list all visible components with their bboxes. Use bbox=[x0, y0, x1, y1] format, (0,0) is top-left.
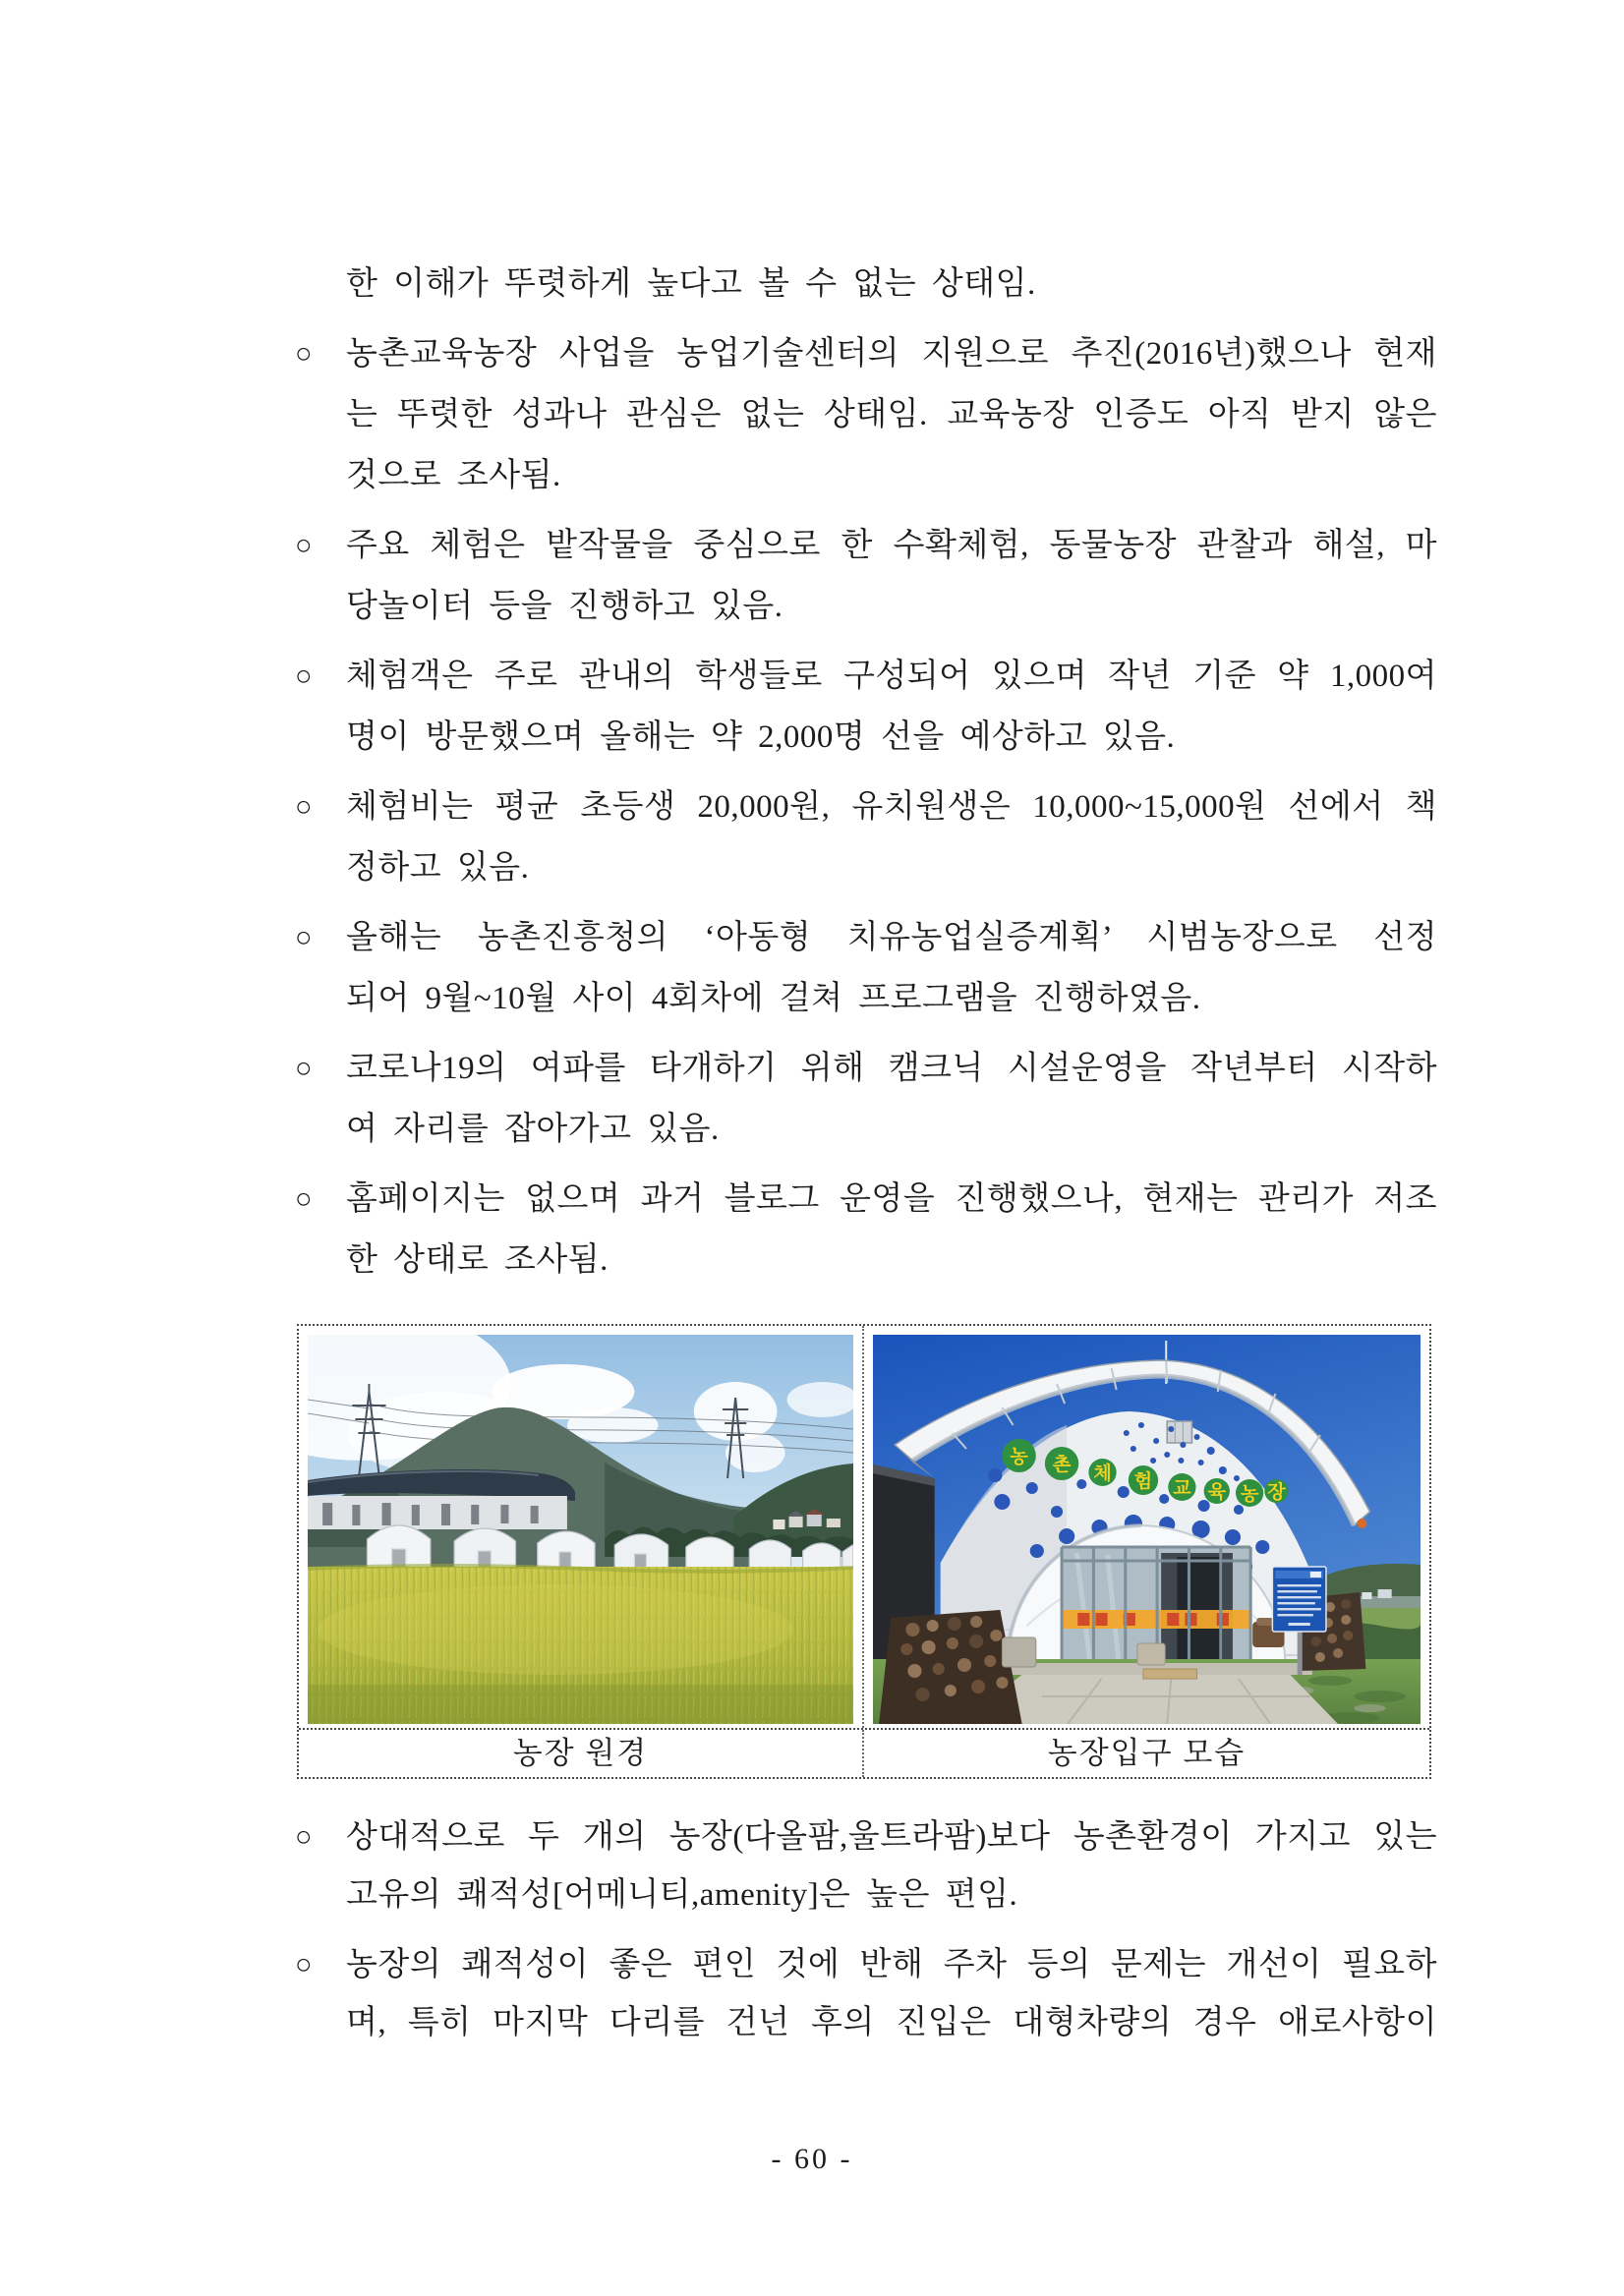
circle-bullet-marker: ○ bbox=[295, 1949, 313, 1980]
bullet-line: 코로나19의 여파를 타개하기 위해 캠크닉 시설운영을 작년부터 시작하 bbox=[346, 1051, 1437, 1086]
farm-entrance-photo bbox=[873, 1335, 1421, 1724]
photo-cell-right bbox=[864, 1326, 1429, 1728]
bullet-line: 며, 특히 마지막 다리를 건넌 후의 진입은 대형차량의 경우 애로사항이 bbox=[346, 2005, 1437, 2040]
bullet-line: 여 자리를 잡아가고 있음. bbox=[346, 1112, 720, 1147]
bullet-line: 홈페이지는 없으며 과거 블로그 운영을 진행했으나, 현재는 관리가 저조 bbox=[346, 1181, 1437, 1217]
bullet-line: 농촌교육농장 사업을 농업기술센터의 지원으로 추진(2016년)했으나 현재 bbox=[346, 336, 1437, 372]
bullet-line: 는 뚜렷한 성과나 관심은 없는 상태임. 교육농장 인증도 아직 받지 않은 bbox=[346, 397, 1437, 432]
bullet-line: 한 상태로 조사됨. bbox=[346, 1242, 609, 1278]
svg-text:장: 장 bbox=[1267, 1482, 1286, 1503]
svg-text:농: 농 bbox=[1240, 1484, 1259, 1505]
photo-cell-left bbox=[299, 1326, 864, 1728]
document-body bbox=[295, 254, 1437, 2052]
svg-text:체: 체 bbox=[1093, 1464, 1112, 1484]
photo-caption-right: 농장입구 모습 bbox=[1047, 1736, 1247, 1770]
bullet-line: 농장의 쾌적성이 좋은 편인 것에 반해 주차 등의 문제는 개선이 필요하 bbox=[346, 1947, 1437, 1982]
circle-bullet-marker: ○ bbox=[295, 660, 313, 692]
photo-table bbox=[297, 1324, 1431, 1779]
roof-tip-marker bbox=[1357, 1519, 1366, 1528]
circle-bullet-marker: ○ bbox=[295, 1183, 313, 1215]
bullet-item bbox=[295, 907, 1437, 1029]
paragraph-continuation bbox=[295, 254, 1437, 315]
bullet-line: 당놀이터 등을 진행하고 있음. bbox=[346, 589, 783, 624]
photo-caption-row bbox=[299, 1728, 1429, 1777]
bullet-item bbox=[295, 1808, 1437, 1924]
roof-vent bbox=[1167, 1421, 1191, 1443]
svg-text:교: 교 bbox=[1173, 1478, 1191, 1499]
bullet-line: 명이 방문했으며 올해는 약 2,000명 선을 예상하고 있음. bbox=[346, 719, 1176, 755]
bullet-line: 것으로 조사됨. bbox=[346, 458, 561, 493]
circle-bullet-marker: ○ bbox=[295, 1053, 313, 1084]
rice-field bbox=[308, 1566, 853, 1724]
bullet-item bbox=[295, 1936, 1437, 2052]
circle-bullet-marker: ○ bbox=[295, 530, 313, 561]
bullet-line: 체험객은 주로 관내의 학생들로 구성되어 있으며 작년 기준 약 1,000여 bbox=[346, 659, 1437, 694]
bullet-line: 되어 9월~10월 사이 4회차에 걸쳐 프로그램을 진행하였음. bbox=[346, 981, 1201, 1016]
bullet-item bbox=[295, 515, 1437, 637]
stone-small bbox=[1137, 1643, 1165, 1665]
circle-bullet-marker: ○ bbox=[295, 1821, 313, 1853]
circle-bullet-marker: ○ bbox=[295, 791, 313, 823]
circle-bullet-marker: ○ bbox=[295, 338, 313, 370]
bullet-item bbox=[295, 776, 1437, 898]
warehouse-building bbox=[308, 1469, 575, 1529]
stone-block bbox=[1002, 1637, 1035, 1667]
page-number: - 60 - bbox=[771, 2143, 853, 2175]
bullet-line: 체험비는 평균 초등생 20,000원, 유치원생은 10,000~15,000원 선에서 책 bbox=[346, 789, 1437, 825]
photo-caption-left: 농장 원경 bbox=[299, 1730, 864, 1777]
bullet-item bbox=[295, 646, 1437, 768]
svg-text:육: 육 bbox=[1207, 1482, 1227, 1503]
bullet-line: 상대적으로 두 개의 농장(다올팜,울트라팜)보다 농촌환경이 가지고 있는 bbox=[346, 1819, 1437, 1855]
bullet-line: 올해는 농촌진흥청의 ‘아동형 치유농업실증계획’ 시범농장으로 선정 bbox=[346, 920, 1437, 955]
svg-text:험: 험 bbox=[1133, 1471, 1153, 1492]
svg-text:촌: 촌 bbox=[1052, 1455, 1072, 1475]
bullet-line: 고유의 쾌적성[어메니티,amenity]은 높은 편임. bbox=[346, 1877, 1018, 1913]
paragraph-line: 한 이해가 뚜렷하게 높다고 볼 수 없는 상태임. bbox=[346, 266, 1036, 302]
bullet-item bbox=[295, 1038, 1437, 1160]
door-mat bbox=[1143, 1669, 1197, 1679]
bullet-line: 정하고 있음. bbox=[346, 850, 530, 886]
circle-bullet-marker: ○ bbox=[295, 922, 313, 953]
bullet-item bbox=[295, 323, 1437, 506]
farm-landscape-photo bbox=[308, 1335, 853, 1724]
bullet-item bbox=[295, 1169, 1437, 1291]
bullet-line: 주요 체험은 밭작물을 중심으로 한 수확체험, 동물농장 관찰과 해설, 마 bbox=[346, 528, 1437, 563]
svg-text:농: 농 bbox=[1010, 1447, 1028, 1467]
